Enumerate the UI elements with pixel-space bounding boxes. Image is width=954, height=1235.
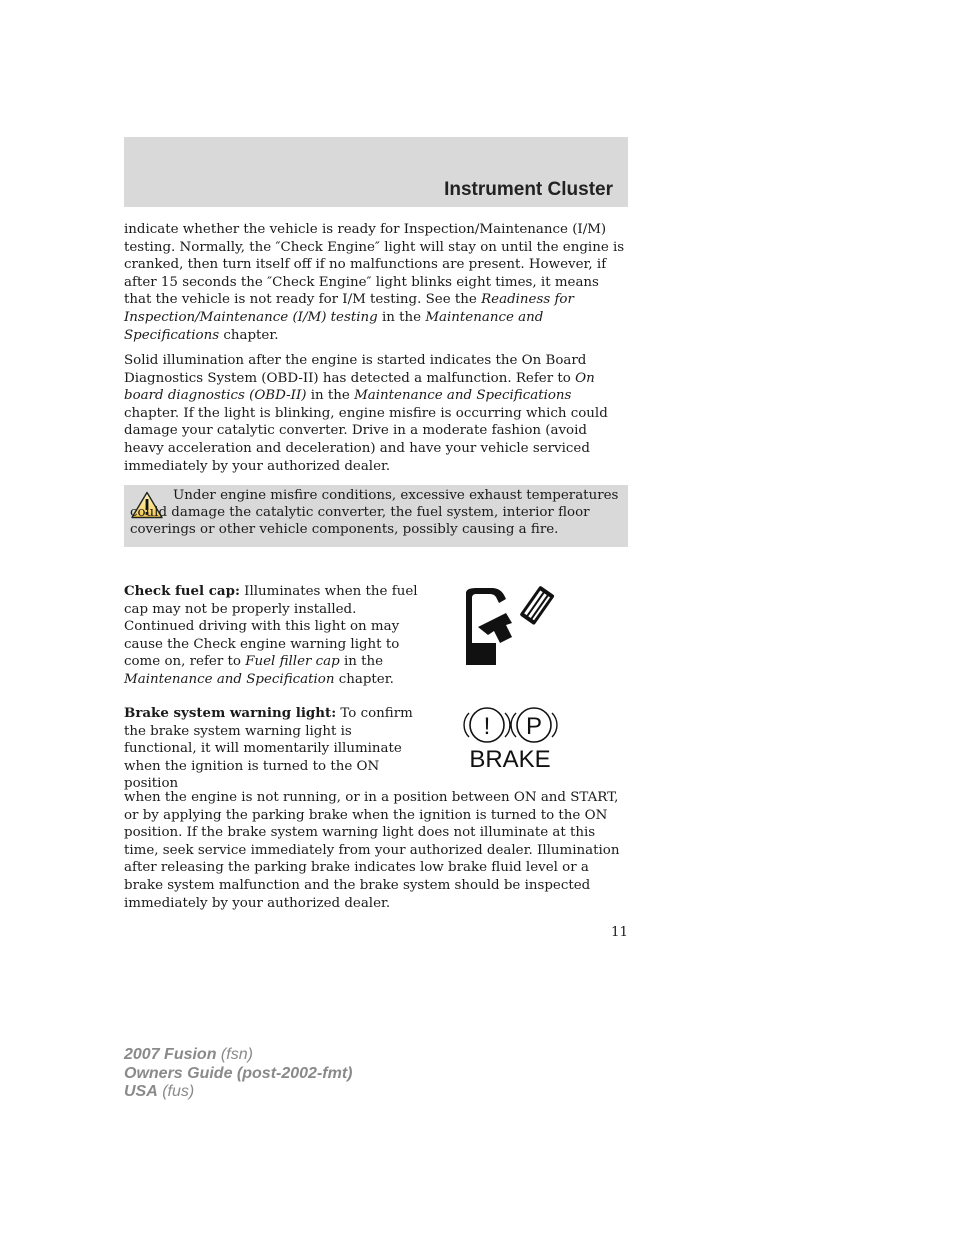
text: chapter. If the light is blinking, engine misfire is occurring which could damage your catalytic converter. Drive in a moderate fashion (avoid heavy acceleration and deceleration) and have your vehicle serviced immediately by your authorized dealer. [124,405,608,474]
page-number: 11 [610,925,628,940]
chapter-reference: Maintenance and Specification [124,671,335,687]
chapter-reference: Maintenance and Specifications [124,309,544,343]
brake-description-continued: when the engine is not running, or in a position between ON and START, or by applying the parking brake when the ignition is turned to the ON position. If the brake system warning light does not illuminate at this time, seek service immediately from your authorized dealer. Illumination after releasing the parking brake indicates low brake fluid level or a brake system malfunction and the brake system should be inspected immediately by your authorized dealer. [124,790,620,911]
footer-line-market [124,1083,352,1102]
text: Solid illumination after the engine is started indicates the On Board Diagnostics System (OBD-II) has detected a malfunction. Refer to [124,353,587,386]
warning-box [124,485,628,547]
footer-line-guide [124,1065,352,1084]
text: chapter. [334,671,394,687]
fuel-cap-icon [462,585,562,669]
paragraph-obd [124,352,630,475]
brake-label: BRAKE [469,746,551,773]
footer-line-model [124,1046,352,1065]
text: chapter. [219,327,279,343]
fuel-cap-heading: Check fuel cap: [124,583,240,599]
brake-warning-icon [462,704,562,776]
link-reference: Readiness for Inspection/Maintenance (I/M) testing [124,292,574,325]
link-reference: Fuel filler cap [245,654,340,670]
text: To confirm the brake system warning light is functional, it will momentarily illuminate when the ignition is turned to the ON position [124,706,413,792]
text: in the [339,654,384,670]
chapter-reference: Maintenance and Specifications [354,388,572,404]
text: (fsn) [216,1046,253,1063]
brake-heading: Brake system warning light: [124,705,337,721]
paragraph-readiness [124,221,630,344]
brake-symbol-exclamation: ! [483,713,491,740]
text: in the [377,309,426,325]
fuel-cap-description [124,583,424,689]
section-title: Instrument Cluster [444,179,613,200]
link-reference: On board diagnostics (OBD-II) [124,370,595,404]
text: Illuminates when the fuel cap may not be properly installed. Continued driving with this light on may cause the Check engine warning light to come on, refer to [124,584,418,670]
text: USA [124,1083,158,1100]
text: indicate whether the vehicle is ready for Inspection/Maintenance (I/M) testing. Normally, the ″Check Engine″ light will stay on until the engine is cranked, then turn itself off if no malfunctions are present. However, if after 15 seconds the ″Check Engine″ light blinks eight times, it means that the vehicle is not ready for I/M testing. See the [124,222,625,308]
brake-description-intro [124,705,424,793]
section-header-band [124,137,628,207]
footer [124,1046,352,1102]
brake-symbol-parking: P [525,713,543,740]
text: 2007 Fusion [124,1046,217,1063]
text: Owners Guide (post-2002-fmt) [124,1064,353,1082]
text: in the [306,388,355,404]
text: (fus) [157,1083,195,1100]
warning-text: Under engine misfire conditions, excessive exhaust temperatures could damage the catalytic converter, the fuel system, interior floor coverings or other vehicle components, possibly causing a fire. [130,488,619,537]
